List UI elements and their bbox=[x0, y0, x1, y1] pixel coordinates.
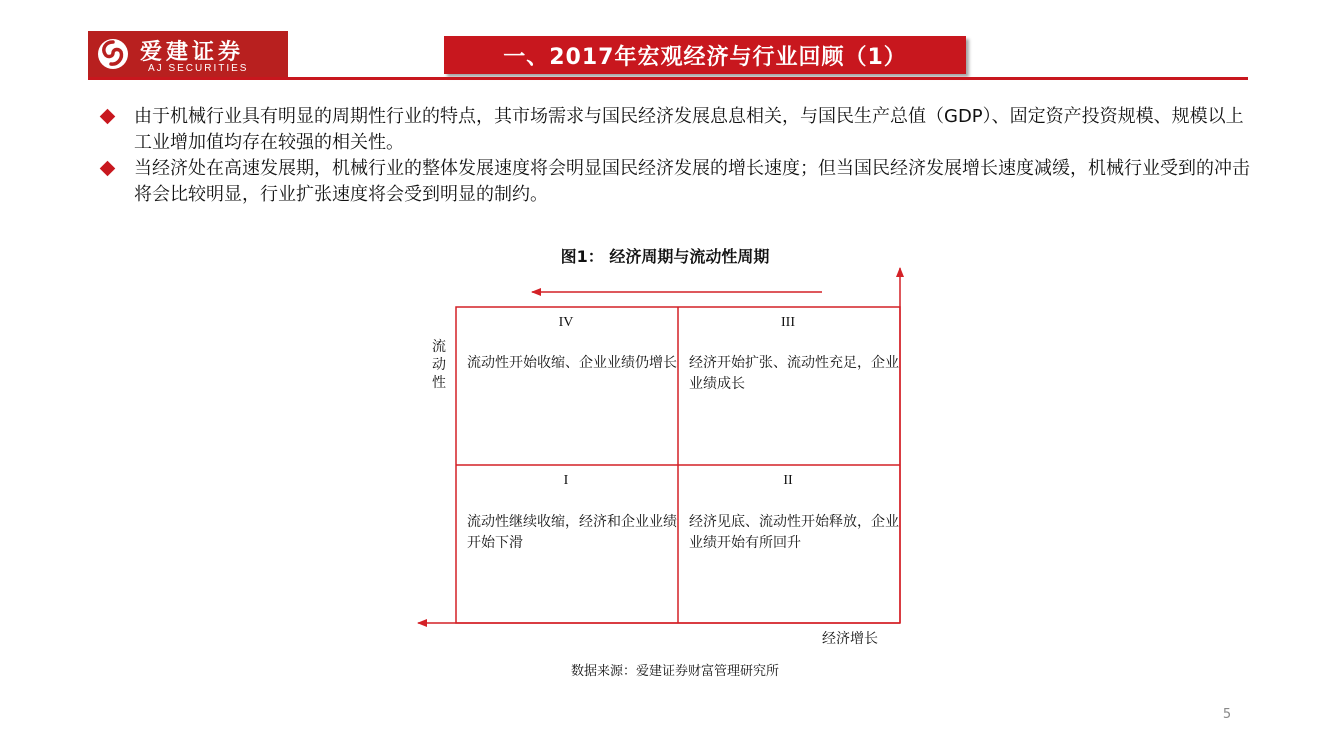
quadrant-iii-text: 经济开始扩张、流动性充足，企业业绩成长 bbox=[689, 355, 899, 392]
logo-chinese-name: 爱建证券 bbox=[140, 39, 245, 65]
bullet-text: 由于机械行业具有明显的周期性行业的特点，其市场需求与国民经济发展息息相关，与国民生产总值（GDP）、固定资产投资规模、规模以上工业增加值均存在较强的相关性。 bbox=[134, 106, 1244, 153]
page-number: 5 bbox=[1222, 707, 1232, 722]
quadrant-ii-text: 经济见底、流动性开始释放，企业业绩开始有所回升 bbox=[689, 514, 899, 551]
y-axis-label: 流动性 bbox=[432, 339, 446, 391]
quadrant-i-numeral: I bbox=[563, 473, 569, 488]
quadrant-iv-numeral: IV bbox=[558, 315, 574, 330]
bullet-text: 当经济处在高速发展期，机械行业的整体发展速度将会明显国民经济发展的增长速度；但当国民经济发展增长速度减缓，机械行业受到的冲击将会比较明显，行业扩张速度将会受到明显的制约。 bbox=[134, 158, 1250, 205]
x-axis-label: 经济增长 bbox=[822, 631, 878, 647]
quadrant-iv-text: 流动性开始收缩、企业业绩仍增长 bbox=[467, 355, 677, 371]
quadrant-iii-numeral: III bbox=[781, 315, 795, 330]
figure-source: 数据来源：爱建证券财富管理研究所 bbox=[570, 664, 779, 679]
logo-english-name: AJ SECURITIES bbox=[148, 63, 249, 74]
quadrant-i-text: 流动性继续收缩，经济和企业业绩开始下滑 bbox=[467, 514, 677, 551]
quadrant-ii-numeral: II bbox=[783, 473, 793, 488]
slide-title: 一、2017年宏观经济与行业回顾（1） bbox=[444, 36, 966, 74]
figure-title: 图1： 经济周期与流动性周期 bbox=[560, 247, 770, 266]
